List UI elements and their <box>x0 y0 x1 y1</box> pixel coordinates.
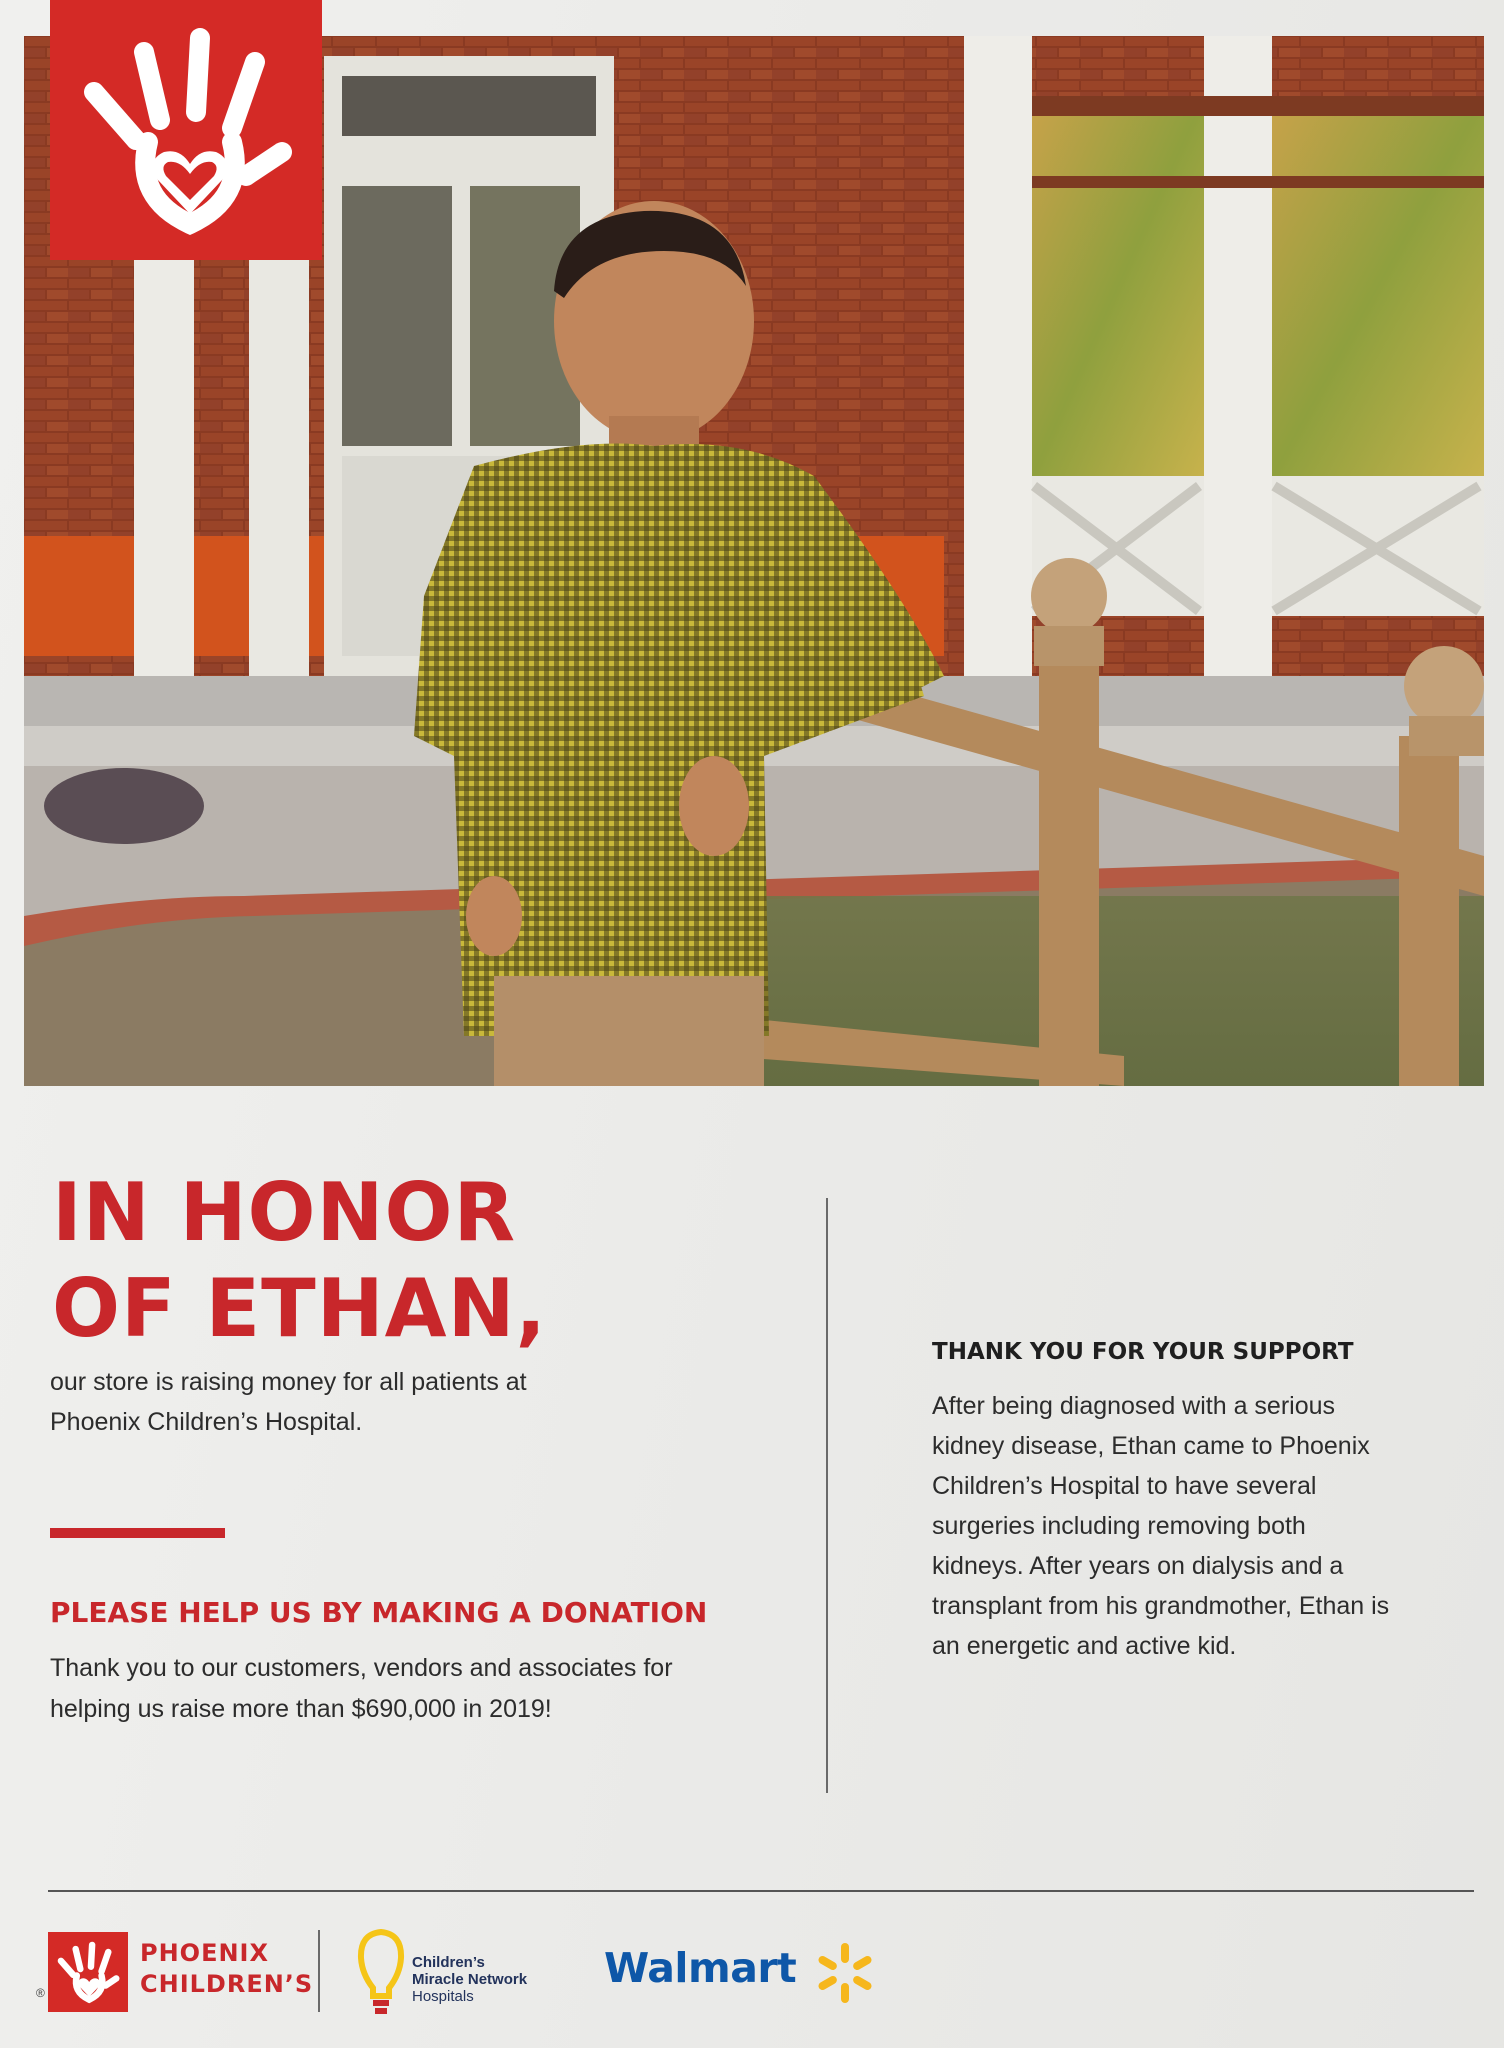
red-divider <box>50 1528 225 1538</box>
registered-mark: ® <box>36 1986 45 2000</box>
cmn-line-3: Hospitals <box>412 1988 474 2005</box>
donation-heading: PLEASE HELP US BY MAKING A DONATION <box>50 1596 708 1629</box>
phoenix-childrens-wordmark <box>140 1938 313 2000</box>
donation-body: Thank you to our customers, vendors and associates for helping us raise more than $690,000 in 2019! <box>50 1654 673 1723</box>
phoenix-childrens-hand-logo <box>50 0 322 260</box>
walmart-spark-icon <box>812 1940 878 2006</box>
headline <box>52 1165 547 1357</box>
hand-heart-icon <box>50 0 322 260</box>
lightbulb-icon <box>356 1926 406 2018</box>
cmn-wordmark <box>412 1954 527 2005</box>
hand-heart-small-icon <box>48 1932 128 2012</box>
support-heading: THANK YOU FOR YOUR SUPPORT <box>932 1339 1354 1365</box>
headline-line-1: IN HONOR <box>52 1166 517 1259</box>
walmart-logo <box>604 1938 884 2008</box>
support-body: After being diagnosed with a serious kidney disease, Ethan came to Phoenix Children’s Hospital to have several surgeries including removing both kidneys. After years on dialysis and a transplant from his grandmother, Ethan is an energetic and active kid. <box>932 1392 1390 1660</box>
cmn-line-2: Miracle Network <box>412 1971 528 1988</box>
cmn-line-1: Children’s <box>412 1954 485 1971</box>
pch-line-1: PHOENIX <box>140 1939 269 1967</box>
column-divider <box>826 1198 828 1793</box>
walmart-wordmark: Walmart <box>604 1944 797 1992</box>
footer-divider <box>48 1890 1474 1892</box>
intro-text: our store is raising money for all patients at Phoenix Children’s Hospital. <box>50 1368 527 1436</box>
cmn-hospitals-logo <box>356 1926 566 2018</box>
footer-logo-divider <box>318 1930 320 2012</box>
headline-line-2: OF ETHAN, <box>52 1262 547 1355</box>
pch-line-2: CHILDREN’S <box>140 1970 314 1998</box>
